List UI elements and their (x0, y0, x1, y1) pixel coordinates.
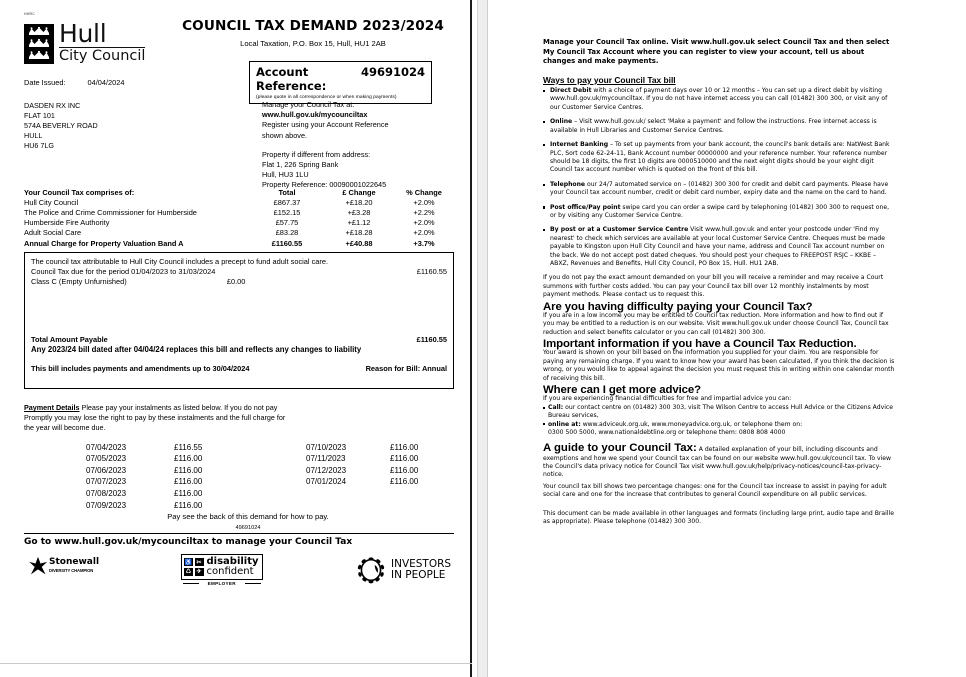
iip-line-2: IN PEOPLE (391, 569, 446, 581)
payment-method-text: – To set up payments from your bank account, the council's bank details are: NatWest Bank PLC, Sort code 62-24-11, Bank Account number 00000000 and your reference number. Your reference number should be 18 digits, the first 10 digits are 0000510000 and the next eight digits should be your eight digit Council tax account number which is quoted on the front of this bill. (550, 141, 890, 174)
address-line: DASDEN RX INC (24, 101, 81, 110)
crown-icon (28, 39, 50, 48)
payment-method-lead: Post office/Pay point (550, 203, 621, 211)
investors-in-people-logo (356, 556, 451, 584)
period-row (31, 267, 447, 277)
total-payable-row (31, 335, 447, 345)
amendments-row (31, 364, 447, 374)
row-pct: +2.0% (413, 218, 435, 228)
bullet-icon (543, 90, 545, 92)
table-row (24, 197, 454, 207)
instalment-date: 07/11/2023 (306, 454, 346, 464)
instalment-amount: £116.00 (390, 442, 419, 452)
date-issued-value: 04/04/2024 (87, 78, 125, 87)
account-reference-label: Account Reference: (256, 65, 327, 93)
important-info-heading: Important information if you have a Council Tax Reduction. (543, 338, 857, 351)
instalment-row (24, 442, 454, 454)
total-row-pct: +3.7% (413, 238, 435, 248)
instalment-schedule (24, 442, 454, 512)
disability-word-2: confident (206, 566, 254, 577)
bullet-icon (543, 229, 545, 231)
property-address-line: Flat 1, 226 Spring Bank (262, 160, 339, 170)
property-heading: Property if different from address: (262, 149, 371, 159)
bullet-icon (543, 144, 545, 146)
disability-word-1: disability (206, 555, 259, 567)
payment-details-section (24, 403, 454, 534)
payment-method-lead: Telephone (550, 180, 586, 188)
property-address-line: Hull, HU3 1LU (262, 170, 309, 180)
row-label: Adult Social Care (24, 228, 82, 238)
address-line: HULL (24, 131, 43, 141)
advice-item (543, 421, 895, 429)
class-row (31, 277, 447, 287)
payment-method-lead: Internet Banking (550, 141, 609, 149)
manage-url[interactable]: www.hull.gov.uk/mycounciltax (262, 110, 368, 120)
instalment-row (24, 488, 454, 500)
total-payable-amount: £1160.55 (416, 334, 447, 344)
accessibility-icon: ✂ (196, 559, 202, 566)
table-row (24, 218, 454, 228)
bullet-icon (543, 407, 545, 409)
instalment-date: 07/01/2024 (306, 477, 347, 487)
row-pct: +2.2% (413, 207, 435, 217)
stonewall-subtitle: DIVERSITY CHAMPION (49, 568, 94, 574)
assist-icon: ✈ (196, 569, 202, 576)
instalment-amount: £116.00 (174, 477, 203, 487)
instalment-amount: £116.00 (390, 477, 419, 487)
advice-item-text: www.adviceuk.org.uk, www.moneyadvice.org.uk, or telephone them on: (580, 420, 803, 428)
instalment-date: 07/04/2023 (86, 442, 127, 452)
instalment-amount: £116.00 (174, 454, 203, 464)
manage-line-4: shown above. (262, 130, 308, 140)
column-header-pct: % Change (406, 187, 442, 197)
table-row (24, 228, 454, 238)
amendments-note: This bill includes payments and amendments up to 30/04/2024 (31, 364, 250, 374)
crest-icon (24, 24, 54, 64)
disability-employer-label: EMPLOYER (181, 581, 263, 586)
account-reference-value: 49691024 (360, 65, 425, 79)
advice-extra-line: 0300 500 5000, www.nationaldebtline.org or telephone them: 0808 808 4000 (548, 428, 786, 436)
important-info-paragraph: Your award is shown on your bill based on the information you supplied for your claim. You are responsible for paying any remaining charge. If you want to know how your award has been calculated, if you think the decision is wrong, or you would like to appeal against the decision you must request this in writing within one calendar month of receiving this bill. (543, 349, 895, 382)
row-change: +£18.20 (345, 197, 373, 207)
total-row-change: +£40.88 (345, 238, 373, 248)
instalment-amount: £116.00 (390, 465, 419, 475)
total-row-total: £1160.55 (271, 238, 303, 248)
wreath-icon (356, 556, 386, 584)
stonewall-name: Stonewall (49, 557, 100, 568)
advice-item-lead: online at: (548, 420, 581, 428)
guide-text: A detailed explanation of your bill, including discounts and exemptions and how we spend your Council tax can be found on our website www.hull.gov.uk/council tax. To view the Council's data privacy notice for Council Tax visit www.hull.gov.uk/help/privacy-notices/council-tax-privacy-notice. (543, 446, 892, 479)
iip-line-1: INVESTORS (391, 557, 452, 570)
guide-heading: A guide to your Council Tax: (543, 442, 697, 455)
disability-confident-logo (181, 554, 263, 586)
breakdown-heading: Your Council Tax comprises of: (24, 187, 135, 197)
stonewall-logo (28, 556, 99, 576)
instalment-amount: £116.00 (390, 454, 419, 464)
page-title: COUNCIL TAX DEMAND 2023/2024 (182, 18, 444, 34)
row-change: +£1.12 (347, 218, 371, 228)
class-label: Class C (Empty Unfurnished) (31, 277, 127, 287)
bullet-icon (543, 184, 545, 186)
instalment-amount: £116.55 (174, 442, 203, 452)
row-total: £57.75 (275, 218, 299, 228)
bullet-icon (543, 423, 545, 425)
council-tax-breakdown-table (24, 187, 454, 248)
logo-name-primary: Hull (59, 21, 145, 48)
column-header-total: Total (278, 187, 296, 197)
address-line: 574A BEVERLY ROAD (24, 121, 98, 131)
instalment-date: 07/05/2023 (86, 454, 127, 464)
bill-front-page (0, 0, 472, 677)
difficulty-paragraph: If you are in a low income you may be entitled to Council tax reduction. More information and how to find out if you may be entitled to a reduction is on our website. Visit www.hull.gov.uk under choose Council Tax, Council tax reduction and select benefits calculator or you can call (01482) 300 300. (543, 311, 889, 336)
row-total: £152.15 (273, 207, 301, 217)
instalment-date: 07/10/2023 (306, 442, 347, 452)
address-line: HU6 7LG (24, 141, 54, 151)
instalment-amount: £116.00 (174, 500, 203, 510)
instalment-date: 07/06/2023 (86, 465, 127, 475)
row-label: Humberside Fire Authority (24, 218, 110, 228)
accreditation-logos (24, 554, 454, 594)
row-total: £867.37 (273, 197, 301, 207)
payment-method-text: – Visit www.hull.gov.uk/ select 'Make a payment' and follow the instructions. Free internet access is available in Hull Libraries and Customer Service Centres. (550, 118, 877, 134)
instalment-row (24, 465, 454, 477)
advice-item (543, 404, 895, 421)
instalment-date: 07/07/2023 (86, 477, 127, 487)
advice-item-lead: Call: (548, 403, 564, 411)
table-row (24, 207, 454, 217)
wheelchair-icon: ♿ (184, 559, 193, 566)
bill-back-page (487, 0, 966, 677)
manage-account-block (262, 100, 457, 191)
payment-method-text: our 24/7 automated service on – (01482) 300 300 for credit and debit card payments. Please have your Council tax account number, credit or debit card number, expiry date and the name on the card to hand. (550, 180, 889, 197)
period-amount: £1160.55 (416, 267, 447, 277)
date-issued-label: Date Issued: (24, 78, 66, 87)
manage-line-3: Register using your Account Reference (262, 120, 389, 130)
page-subtitle: Local Taxation, P.O. Box 15, Hull, HU1 2AB (240, 39, 386, 48)
reminder-paragraph: If you do not pay the exact amount demanded on your bill you will receive a reminder and may receive a Court summons with further costs added. You can pay your Council tax bill over 12 monthly instalments by most payment methods. Please contact us to request this. (543, 274, 884, 299)
ways-to-pay-heading: Ways to pay your Council Tax bill (543, 74, 676, 85)
row-total: £83.28 (275, 228, 299, 238)
payment-details-intro-2: Promptly you may lose the right to pay by these instalments and the full charge for (24, 413, 286, 423)
row-change: +£3.28 (347, 207, 371, 217)
account-reference-note: (please quote in all correspondence or when making payments) (256, 95, 397, 100)
payment-method-text: with a choice of payment days over 10 or 12 months – You can set up a direct debit by visiting www.hull.gov.uk/mycounciltax. If you do not have internet access you can call (01482) 300 300, or visit any of our Customer Service Centres. (550, 87, 888, 111)
payment-method-lead: By post or at a Customer Service Centre (550, 226, 689, 234)
date-issued (24, 78, 125, 87)
bullet-icon (543, 121, 545, 123)
payment-method-text: swipe card you can order a swipe card by telephoning (01482) 300 300 to request one, or by visiting any Customer Service Centre. (550, 203, 890, 219)
instalment-date: 07/08/2023 (86, 488, 127, 498)
logo-name-secondary: City Council (59, 48, 146, 64)
payment-details-title: Payment Details (24, 403, 80, 412)
crown-icon (28, 27, 50, 36)
replacement-note: Any 2023/24 bill dated after 04/04/24 replaces this bill and reflects any changes to liability (31, 344, 362, 354)
manage-line-1: Manage your Council Tax at: (262, 100, 355, 109)
table-header-row (24, 187, 454, 197)
property-reference: Property Reference: 00090001022645 (262, 180, 387, 190)
row-pct: +2.0% (413, 228, 435, 238)
payment-method-item (543, 141, 895, 175)
guide-paragraph (543, 444, 895, 480)
hearing-icon: ♺ (185, 569, 192, 576)
instalment-row (24, 476, 454, 488)
footer-manage-link[interactable]: Go to www.hull.gov.uk/mycounciltax to manage your Council Tax (24, 537, 353, 547)
row-pct: +2.0% (413, 197, 435, 207)
alternative-formats-paragraph: This document can be made available in other languages and formats (including large print, audio tape and Braille as appropriate). Please telephone (01482) 300 300. (543, 509, 894, 526)
row-label: The Police and Crime Commissioner for Humberside (24, 207, 197, 217)
online-intro-paragraph: Manage your Council Tax online. Visit www.hull.gov.uk select Council Tax and then select My Council Tax Account where you can register to view your account, tell us about changes and make payments. (543, 38, 890, 66)
payment-method-lead: Direct Debit (550, 87, 592, 95)
table-total-row (24, 238, 454, 248)
instalment-date: 07/09/2023 (86, 500, 127, 510)
advice-intro: If you are experiencing financial difficulties for free and impartial advice you can: (543, 395, 792, 403)
payment-method-text: Visit www.hull.gov.uk and enter your postcode under 'Find my nearest' to check which services are available at your local Customer Service Centre. Cheques must be made payable to Kingston upon Hull City Council and have your name, address and Council Tax account number on the back. We do not accept post dated cheques. You should post your cheques to FREEPOST RSJC – KKBE – ABXZ, Revenues and Benefits, Hull City Council, PO Box 15, Hull. HU1 2AB. (550, 226, 886, 267)
star-icon (28, 556, 48, 576)
crown-icon (28, 51, 50, 60)
payment-method-item (543, 226, 895, 268)
charge-summary-box (24, 252, 454, 389)
payment-details-intro: Please pay your instalments as listed below. If you do not pay (81, 403, 278, 412)
footer-divider (24, 533, 454, 534)
hull-city-council-logo (24, 21, 145, 64)
page-bottom-rule (0, 663, 472, 664)
instalment-row (24, 453, 454, 465)
total-row-label: Annual Charge for Property Valuation Band A (24, 238, 184, 248)
payment-method-item (543, 181, 895, 198)
row-label: Hull City Council (24, 197, 79, 207)
disability-symbols-grid (184, 558, 204, 576)
payment-method-lead: Online (550, 118, 573, 126)
column-header-change: £ Change (342, 187, 376, 197)
instalment-date: 07/12/2023 (306, 465, 347, 475)
advice-heading: Where can I get more advice? (543, 384, 701, 397)
advice-item-text: our contact centre on (01482) 300 303, visit The Wilson Centre to access Hull Advice or the Citizens Advice Bureau services, (548, 403, 894, 420)
instalment-amount: £116.00 (174, 465, 203, 475)
back-of-demand-note: Pay see the back of this demand for how to pay. (167, 512, 329, 522)
payment-method-item (543, 87, 895, 112)
precept-note: The council tax attributable to Hull City Council includes a precept to fund adult social care. (31, 257, 329, 266)
payment-method-item (543, 204, 895, 221)
account-number-footer: 49691024 (235, 525, 261, 532)
payment-method-item (543, 118, 895, 135)
instalment-row (24, 500, 454, 512)
difficulty-heading: Are you having difficulty paying your Council Tax? (543, 300, 813, 313)
recipient-address (24, 101, 98, 151)
period-label: Council Tax due for the period 01/04/2023 to 31/03/2024 (31, 267, 216, 277)
address-line: FLAT 101 (24, 111, 55, 121)
instalment-amount: £116.00 (174, 488, 203, 498)
payment-details-intro-3: the year will become due. (24, 423, 106, 433)
total-payable-label: Total Amount Payable (31, 334, 108, 344)
account-reference-box (249, 61, 432, 104)
micro-print-text: HMRC (24, 12, 35, 16)
class-amount: £0.00 (226, 277, 246, 287)
bullet-icon (543, 206, 545, 208)
reason-for-bill: Reason for Bill: Annual (365, 364, 447, 374)
percentage-changes-paragraph: Your council tax bill shows two percentage changes: one for the Council tax increase to assist in paying for adult social care and one for the increase that contributes to general Council expenditure on all public services. (543, 482, 887, 499)
row-change: +£18.28 (345, 228, 373, 238)
